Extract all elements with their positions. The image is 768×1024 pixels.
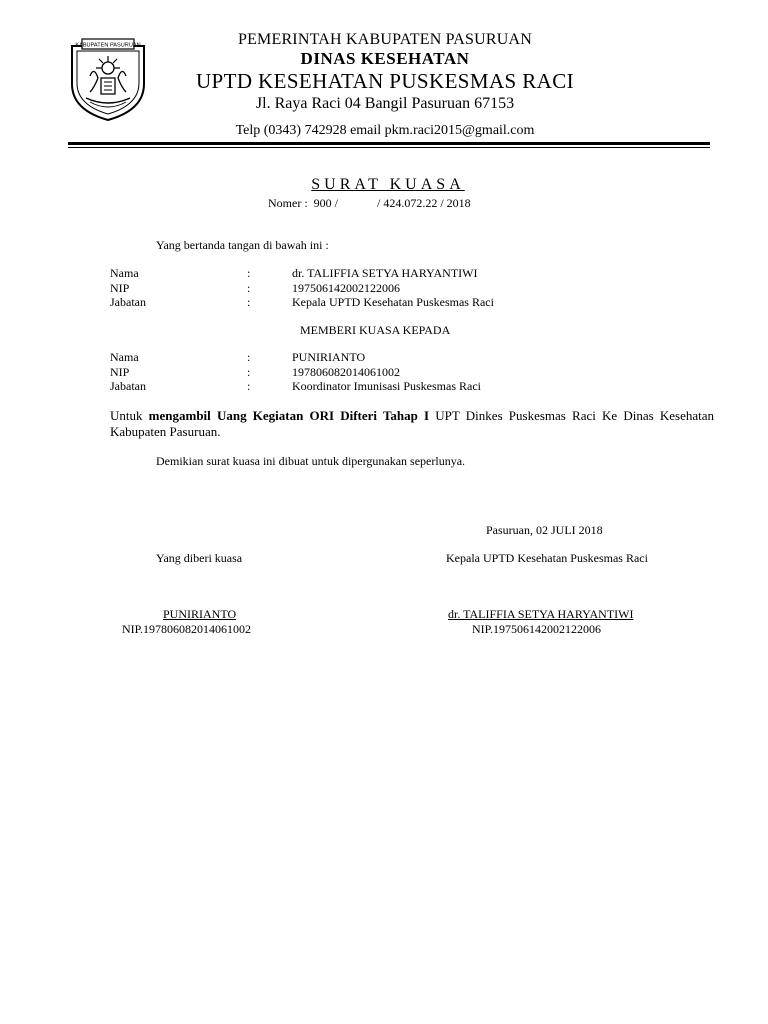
letterhead	[150, 30, 620, 141]
grantee-role: Yang diberi kuasa	[156, 551, 243, 565]
field-value: dr. TALIFFIA SETYA HARYANTIWI	[292, 266, 478, 280]
closing-text: Demikian surat kuasa ini dibuat untuk dipergunakan seperlunya.	[156, 454, 466, 468]
field-colon: :	[247, 379, 251, 393]
agency-name: DINAS KESEHATAN	[300, 49, 470, 68]
mandate-heading: MEMBERI KUASA KEPADA	[300, 323, 451, 337]
grantor-position-row	[110, 295, 610, 310]
grantee-position-row	[110, 379, 610, 394]
purpose-suffix: UPT Dinkes Puskesmas Raci Ke Dinas Kesehatan Kabupaten Pasuruan.	[110, 408, 714, 439]
grantee-signature-name: PUNIRIANTO	[163, 607, 237, 621]
letter-number: Nomer : 900 / / 424.072.22 / 2018	[268, 196, 471, 210]
field-label: Jabatan	[110, 295, 146, 309]
regency-emblem-icon	[68, 36, 148, 122]
field-colon: :	[247, 281, 251, 295]
purpose-prefix: Untuk	[110, 408, 149, 423]
field-value: Koordinator Imunisasi Puskesmas Raci	[292, 379, 481, 393]
field-label: NIP	[110, 281, 130, 295]
grantee-signature-nip: NIP.197806082014061002	[122, 622, 252, 636]
intro-text: Yang bertanda tangan di bawah ini :	[156, 238, 329, 252]
grantor-nip-row	[110, 281, 610, 296]
grantor-name-row	[110, 266, 610, 281]
purpose-bold: mengambil Uang Kegiatan ORI Difteri Tahap I	[148, 408, 430, 423]
field-colon: :	[247, 350, 251, 364]
place-date: Pasuruan, 02 JULI 2018	[486, 523, 603, 537]
purpose-paragraph	[110, 408, 714, 440]
field-colon: :	[247, 295, 251, 309]
grantor-role: Kepala UPTD Kesehatan Puskesmas Raci	[446, 551, 648, 565]
government-name: PEMERINTAH KABUPATEN PASURUAN	[237, 31, 533, 48]
grantee-name-row	[110, 350, 610, 365]
field-label: Nama	[110, 266, 139, 280]
header-divider-thick	[68, 142, 710, 145]
field-label: NIP	[110, 365, 130, 379]
contact-info: Telp (0343) 742928 email pkm.raci2015@gmail.com	[235, 123, 535, 138]
field-value: 197506142002122006	[292, 281, 400, 295]
field-value: PUNIRIANTO	[292, 350, 366, 364]
institution-name: UPTD KESEHATAN PUSKESMAS RACI	[195, 69, 575, 93]
emblem-label: KABUPATEN PASURUAN	[75, 42, 141, 49]
field-value: 197806082014061002	[292, 365, 400, 379]
field-value: Kepala UPTD Kesehatan Puskesmas Raci	[292, 295, 494, 309]
grantee-nip-row	[110, 365, 610, 380]
grantor-signature-nip: NIP.197506142002122006	[472, 622, 602, 636]
address: Jl. Raya Raci 04 Bangil Pasuruan 67153	[255, 95, 515, 112]
field-colon: :	[247, 365, 251, 379]
field-colon: :	[247, 266, 251, 280]
letter-title: SURAT KUASA	[311, 176, 465, 193]
field-label: Jabatan	[110, 379, 146, 393]
grantor-signature-name: dr. TALIFFIA SETYA HARYANTIWI	[448, 607, 634, 621]
field-label: Nama	[110, 350, 139, 364]
header-divider-thin	[68, 147, 710, 148]
